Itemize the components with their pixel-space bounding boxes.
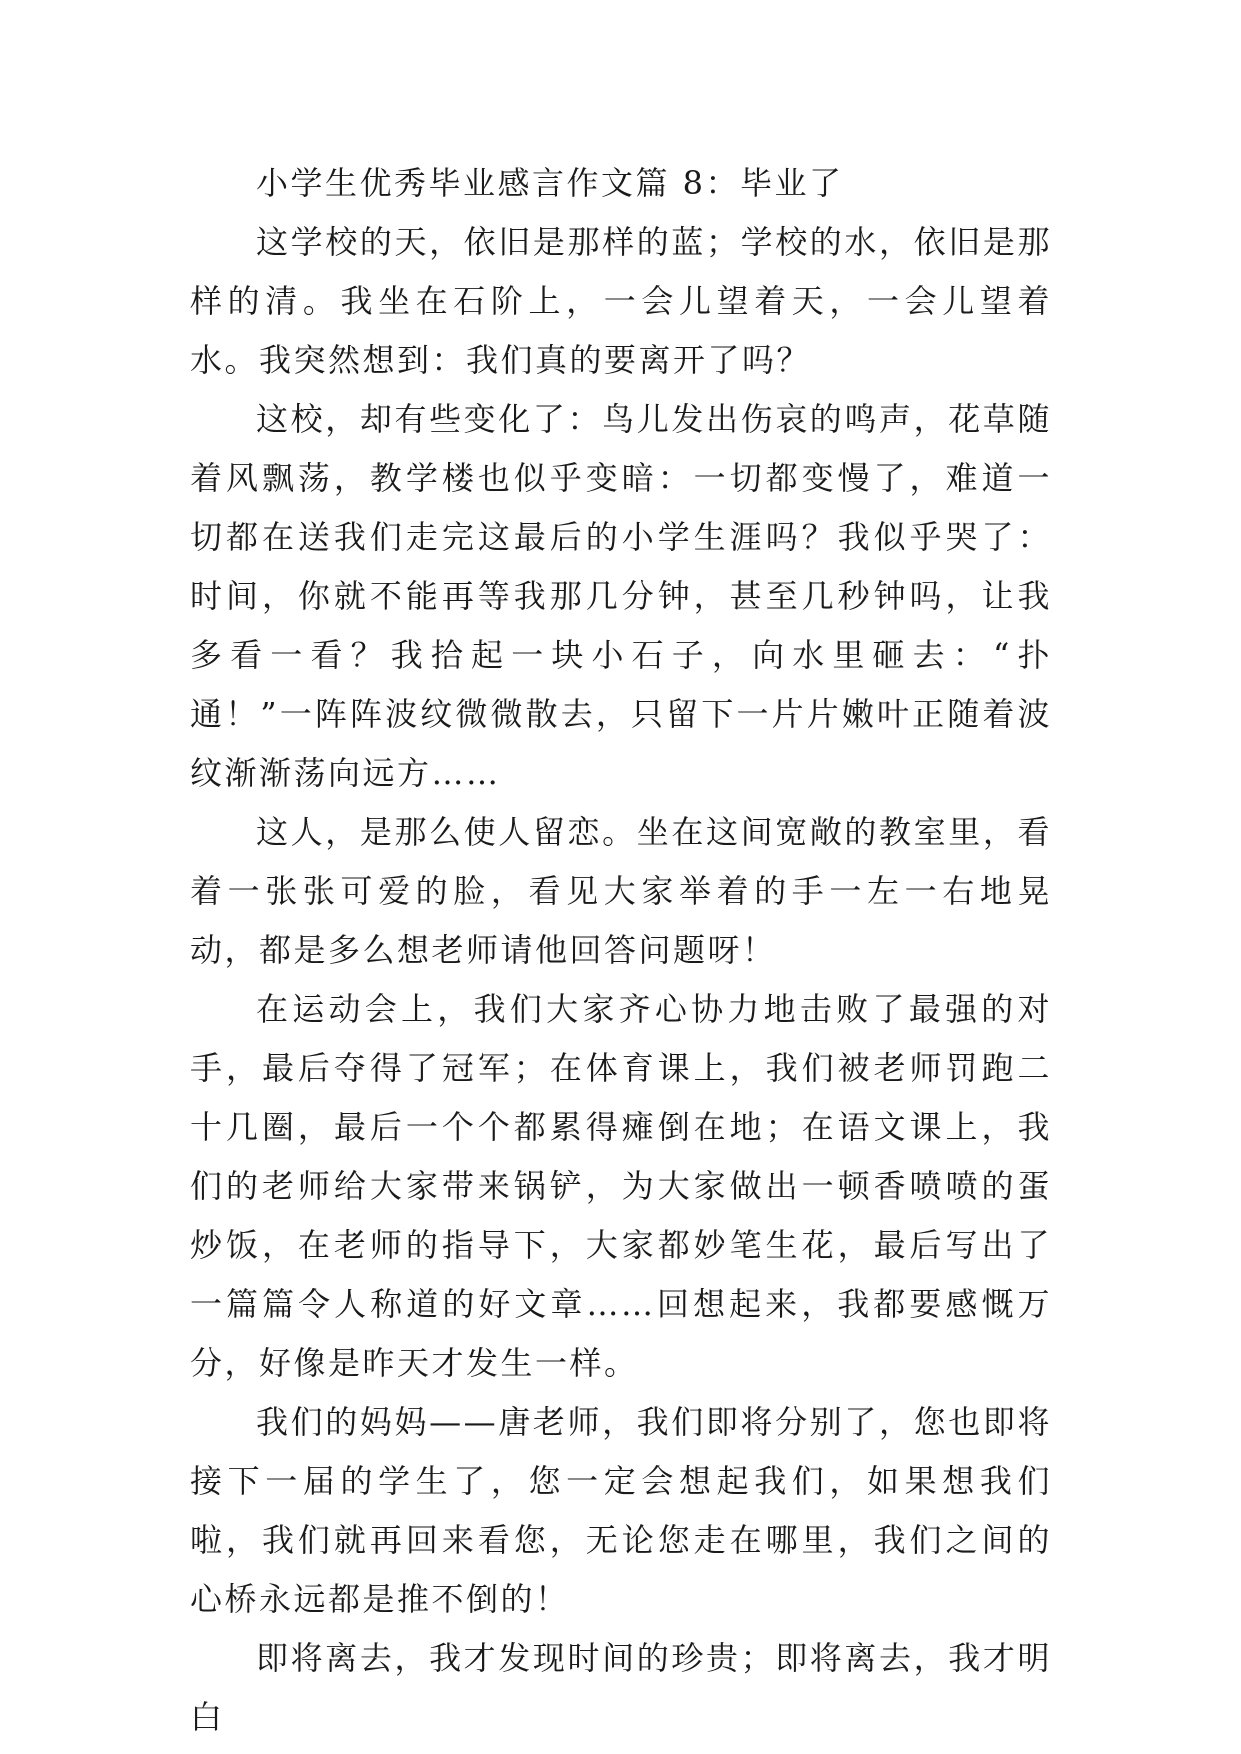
- paragraph-1: 这学校的天，依旧是那样的蓝；学校的水，依旧是那样的清。我坐在石阶上，一会儿望着天，一会儿望着水。我突然想到：我们真的要离开了吗？: [190, 223, 1052, 379]
- document-title: 小学生优秀毕业感言作文篇 8：毕业了: [256, 164, 844, 202]
- paragraph-2: 这校，却有些变化了：鸟儿发出伤哀的鸣声，花草随着风飘荡，教学楼也似乎变暗：一切都变慢了，难道一切都在送我们走完这最后的小学生涯吗？我似乎哭了：时间，你就不能再等我那几分钟，甚至几秒钟吗，让我多看一看？我拾起一块小石子，向水里砸去：“扑通！”一阵阵波纹微微散去，只留下一片片嫩叶正随着波纹渐渐荡向远方……: [190, 400, 1052, 792]
- paragraph-6: 即将离去，我才发现时间的珍贵；即将离去，我才明白: [190, 1639, 1052, 1736]
- paragraph-5: 我们的妈妈——唐老师，我们即将分别了，您也即将接下一届的学生了，您一定会想起我们，如果想我们啦，我们就再回来看您，无论您走在哪里，我们之间的心桥永远都是推不倒的！: [190, 1403, 1052, 1618]
- paragraph-3: 这人，是那么使人留恋。坐在这间宽敞的教室里，看着一张张可爱的脸，看见大家举着的手一左一右地晃动，都是多么想老师请他回答问题呀！: [190, 813, 1052, 969]
- paragraph-4: 在运动会上，我们大家齐心协力地击败了最强的对手，最后夺得了冠军；在体育课上，我们被老师罚跑二十几圈，最后一个个都累得瘫倒在地；在语文课上，我们的老师给大家带来锅铲，为大家做出一顿香喷喷的蛋炒饭，在老师的指导下，大家都妙笔生花，最后写出了一篇篇令人称道的好文章……回想起来，我都要感慨万分，好像是昨天才发生一样。: [190, 990, 1052, 1382]
- document-body: [190, 154, 1052, 1747]
